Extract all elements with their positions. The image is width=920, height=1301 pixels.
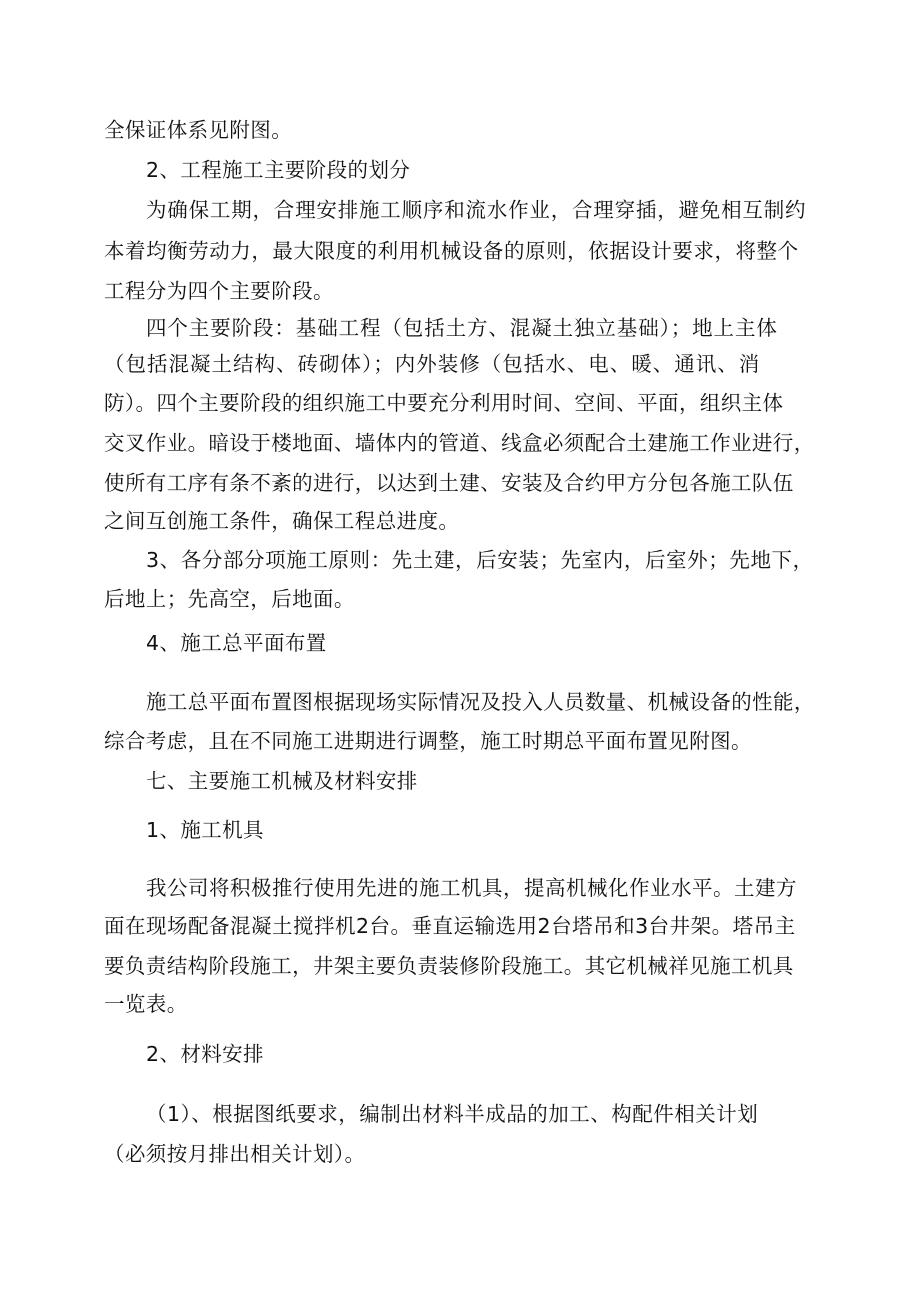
text-line: 防）。四个主要阶段的组织施工中要充分利用时间、空间、平面，组织主体 <box>104 391 784 415</box>
text-line: 要负责结构阶段施工，井架主要负责装修阶段施工。其它机械祥见施工机具 <box>104 954 794 978</box>
text-line: （必须按月排出相关计划）。 <box>104 1142 366 1166</box>
section-heading: 4、施工总平面布置 <box>146 631 327 655</box>
text-line: 之间互创施工条件，确保工程总进度。 <box>104 509 460 533</box>
text-line: 使所有工序有条不紊的进行，以达到土建、安装及合约甲方分包各施工队伍 <box>104 471 794 495</box>
text-line: 后地上；先高空，后地面。 <box>104 587 355 611</box>
text-line: 交叉作业。暗设于楼地面、墙体内的管道、线盒必须配合土建施工作业进行， <box>104 431 815 455</box>
text-line: （1）、根据图纸要求，编制出材料半成品的加工、构配件相关计划 <box>146 1102 759 1126</box>
text-line: 面在现场配备混凝土搅拌机2台。垂直运输选用2台塔吊和3台井架。塔吊主 <box>104 914 796 938</box>
text-line: 为确保工期，合理安排施工顺序和流水作业，合理穿插，避免相互制约 <box>146 198 807 222</box>
text-line: （包括混凝土结构、砖砌体）；内外装修（包括水、电、暖、通讯、消 <box>104 352 761 376</box>
text-line: 全保证体系见附图。 <box>104 118 293 142</box>
chapter-heading: 七、主要施工机械及材料安排 <box>146 769 418 793</box>
text-line: 综合考虑，且在不同施工进期进行调整，施工时期总平面布置见附图。 <box>104 729 752 753</box>
text-line: 3、各分部分项施工原则：先土建，后安装；先室内，后室外；先地下， <box>146 548 814 572</box>
section-heading: 2、材料安排 <box>146 1042 264 1066</box>
text-line: 施工总平面布置图根据现场实际情况及投入人员数量、机械设备的性能， <box>146 690 815 714</box>
text-line: 一览表。 <box>104 992 188 1016</box>
section-heading: 2、工程施工主要阶段的划分 <box>146 158 411 182</box>
text-line: 工程分为四个主要阶段。 <box>104 279 334 303</box>
text-line: 四个主要阶段：基础工程（包括土方、混凝土独立基础）；地上主体 <box>146 316 778 340</box>
text-line: 本着均衡劳动力，最大限度的利用机械设备的原则，依据设计要求，将整个 <box>104 239 799 263</box>
text-line: 我公司将积极推行使用先进的施工机具，提高机械化作业水平。土建方 <box>146 876 797 900</box>
section-heading: 1、施工机具 <box>146 818 264 842</box>
